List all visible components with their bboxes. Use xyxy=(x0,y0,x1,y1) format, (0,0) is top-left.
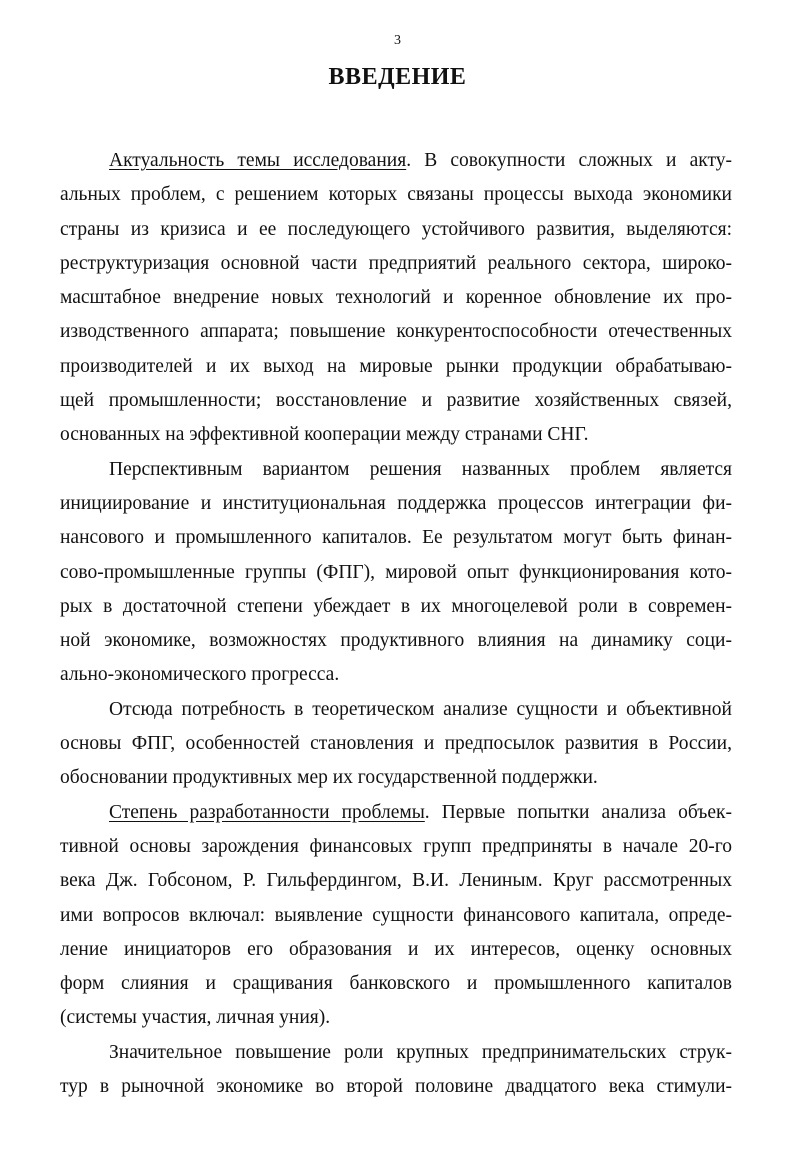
paragraph-prospects xyxy=(60,453,732,693)
text-line: тур в рыночной экономике во второй половине двадцатого века стимули- xyxy=(60,1076,732,1098)
text-line: Перспективным вариантом решения названных проблем является xyxy=(109,458,732,480)
text-line: производителей и их выход на мировые рынки продукции обрабатываю- xyxy=(60,355,732,377)
paragraph-role-increase xyxy=(60,1036,732,1105)
text-line: реструктуризация основной части предприятий реального сектора, широко- xyxy=(60,252,732,274)
text-line: страны из кризиса и ее последующего устойчивого развития, выделяются: xyxy=(60,218,732,240)
text-line: рых в достаточной степени убеждает в их многоцелевой роли в современ- xyxy=(60,595,732,617)
text-line: Отсюда потребность в теоретическом анализе сущности и объективной xyxy=(109,698,732,720)
text-line: щей промышленности; восстановление и развитие хозяйственных связей, xyxy=(60,390,732,412)
text-line: основанных на эффективной кооперации между странами СНГ. xyxy=(60,424,589,446)
text-line: обосновании продуктивных мер их государственной поддержки. xyxy=(60,767,598,789)
text-line: основы ФПГ, особенностей становления и предпосылок развития в России, xyxy=(60,733,732,755)
text-line: Степень разработанности проблемы. Первые попытки анализа объек- xyxy=(109,801,732,823)
text-line: века Дж. Гобсоном, Р. Гильфердингом, В.И. Лениным. Круг рассмотренных xyxy=(60,870,732,892)
text-line: Значительное повышение роли крупных предпринимательских струк- xyxy=(109,1041,732,1063)
text-line: форм слияния и сращивания банковского и промышленного капиталов xyxy=(60,973,732,995)
paragraph-relevance xyxy=(60,144,732,453)
text-line: ной экономике, возможностях продуктивного влияния на динамику соци- xyxy=(60,630,732,652)
text-line: ление инициаторов его образования и их интересов, оценку основных xyxy=(60,938,732,960)
text-line: нансового и промышленного капиталов. Ее результатом могут быть финан- xyxy=(60,527,732,549)
page-title: ВВЕДЕНИЕ xyxy=(328,64,467,90)
text-line: Актуальность темы исследования. В совокупности сложных и акту- xyxy=(109,150,732,171)
text-line: ально-экономического прогресса. xyxy=(60,664,340,686)
paragraph-need xyxy=(60,693,732,796)
document-body xyxy=(60,144,732,1104)
text-line: масштабное внедрение новых технологий и коренное обновление их про- xyxy=(60,287,732,309)
paragraph-elaboration xyxy=(60,796,732,1036)
text-line: инициирование и институциональная поддержка процессов интеграции фи- xyxy=(60,492,732,514)
section-heading-relevance: Актуальность темы исследования xyxy=(109,150,407,171)
text-line: ими вопросов включал: выявление сущности финансового капитала, опреде- xyxy=(60,904,732,926)
section-heading-elaboration: Степень разработанности проблемы xyxy=(109,801,425,823)
page-number: 3 xyxy=(394,33,401,48)
text-line: сово-промышленные группы (ФПГ), мировой опыт функционирования кото- xyxy=(60,561,732,583)
text-line: изводственного аппарата; повышение конкурентоспособности отечественных xyxy=(60,321,732,343)
text-line: тивной основы зарождения финансовых групп предприняты в начале 20-го xyxy=(60,835,732,857)
text-line: альных проблем, с решением которых связаны процессы выхода экономики xyxy=(60,184,732,206)
text-line: (системы участия, личная уния). xyxy=(60,1007,331,1029)
